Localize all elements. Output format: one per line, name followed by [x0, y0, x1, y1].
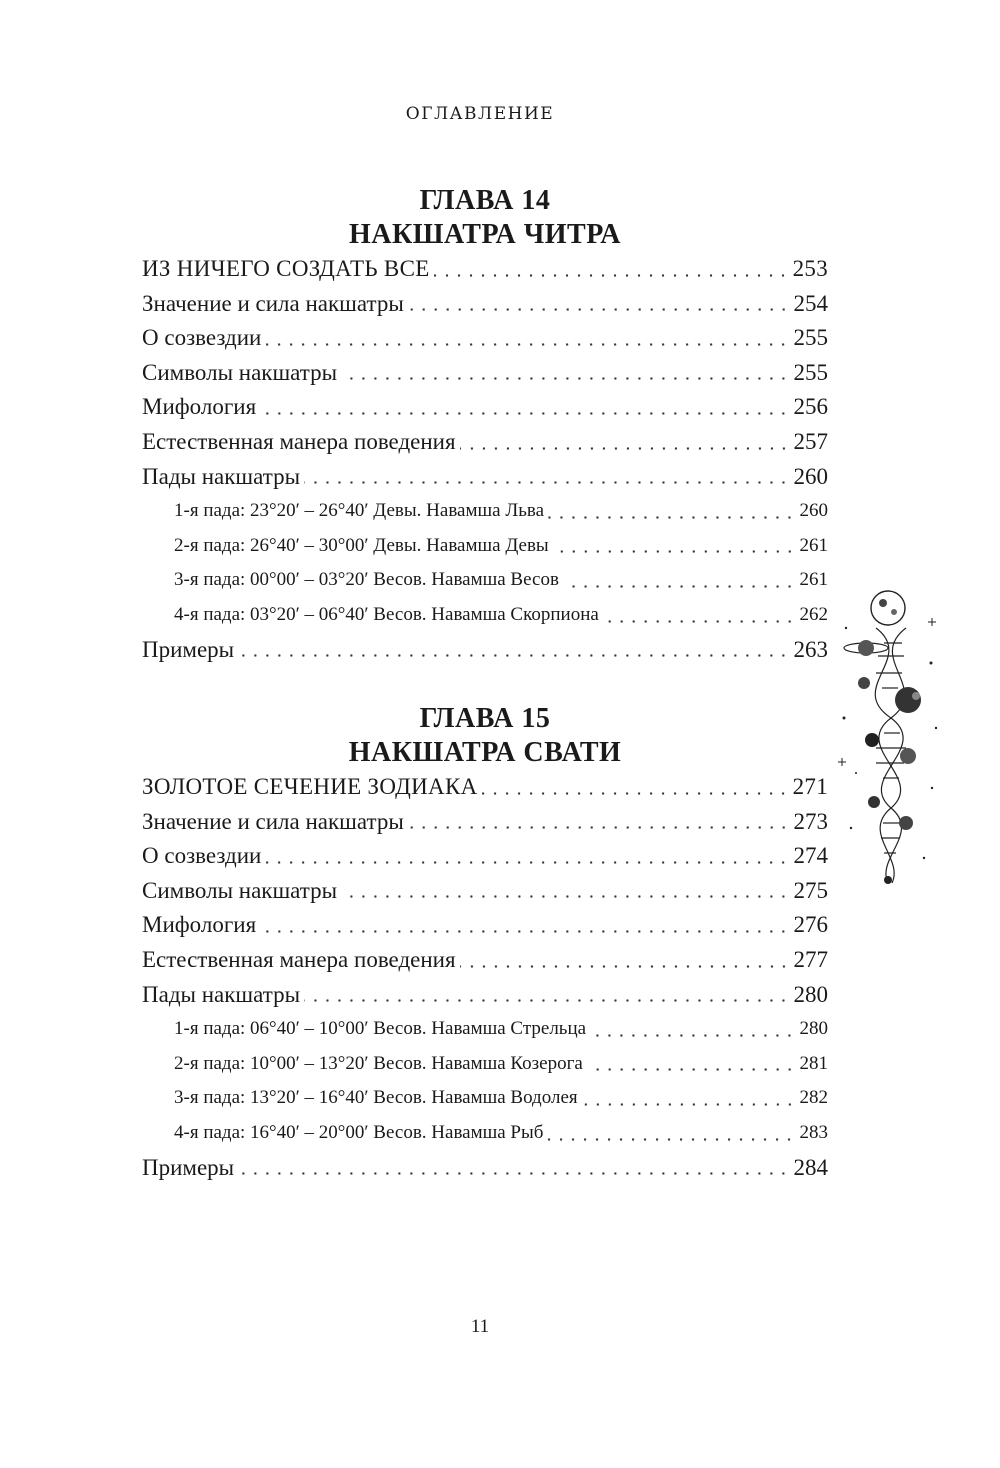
dot-leader — [603, 620, 796, 623]
toc-entry[interactable] — [142, 390, 828, 425]
dot-leader — [304, 999, 789, 1002]
toc-entry-label: Пады накшатры — [142, 981, 301, 1007]
toc-entry-page: 274 — [793, 843, 828, 869]
dot-leader — [265, 343, 789, 346]
toc-entry[interactable] — [142, 805, 828, 840]
toc-entry-page: 256 — [793, 394, 828, 420]
toc-entry[interactable] — [142, 252, 828, 287]
toc-entry-label: Естественная манера поведения — [142, 946, 456, 972]
toc-entry-page: 276 — [793, 912, 828, 938]
toc-entry-label: 2-я пада: 10°00′ – 13°20′ Весов. Навамша Козерога — [174, 1052, 583, 1074]
toc-entry-label: ЗОЛОТОЕ СЕЧЕНИЕ ЗОДИАКА — [142, 774, 478, 799]
toc-entry-page: 263 — [793, 636, 828, 662]
chapter-14 — [142, 184, 828, 667]
dot-leader — [341, 377, 789, 380]
dot-leader — [341, 895, 789, 898]
toc-entry-label: 2-я пада: 26°40′ – 30°00′ Девы. Навамша Девы — [174, 534, 549, 556]
toc-entry-page: 261 — [799, 534, 828, 556]
toc-entry-label: Мифология — [142, 394, 257, 420]
toc-entry-label: ИЗ НИЧЕГО СОЗДАТЬ ВСЕ — [142, 256, 430, 281]
toc-entry-label: Значение и сила накшатры — [142, 290, 404, 316]
toc-entry-page: 281 — [799, 1052, 828, 1074]
dot-leader — [460, 447, 790, 450]
dot-leader — [304, 481, 789, 484]
toc-subentry[interactable] — [142, 1116, 828, 1151]
toc-entry-page: 280 — [799, 1018, 828, 1040]
dot-leader — [434, 274, 789, 277]
dot-leader — [260, 412, 789, 415]
chapter-number: ГЛАВА 15 — [419, 703, 551, 734]
toc-entry-label: Значение и сила накшатры — [142, 808, 404, 834]
toc-entry-page: 260 — [799, 500, 828, 522]
dot-leader — [265, 861, 789, 864]
toc-subentry[interactable] — [142, 1012, 828, 1047]
toc-subentry[interactable] — [142, 563, 828, 598]
dna-planets-ornament-icon — [836, 588, 946, 890]
toc-subentry[interactable] — [142, 529, 828, 564]
toc-entry-label: О созвездии — [142, 325, 262, 351]
toc-entry-page: 253 — [792, 256, 828, 281]
dot-leader — [590, 1034, 795, 1037]
dot-leader — [408, 308, 790, 311]
toc-entry-label: 3-я пада: 13°20′ – 16°40′ Весов. Навамша Водолея — [174, 1087, 578, 1109]
toc-entry-page: 260 — [793, 463, 828, 489]
toc-entry[interactable] — [142, 908, 828, 943]
toc-entry[interactable] — [142, 770, 828, 805]
dot-leader — [238, 1172, 789, 1175]
toc-subentry[interactable] — [142, 1047, 828, 1082]
toc-entry-page: 255 — [793, 359, 828, 385]
toc-entry[interactable] — [142, 1151, 828, 1186]
toc-entry-page: 282 — [799, 1087, 828, 1109]
toc-entry-page: 275 — [793, 877, 828, 903]
toc-entry-label: 4-я пада: 03°20′ – 06°40′ Весов. Навамша Скорпиона — [174, 603, 599, 625]
toc-entry-page: 273 — [793, 808, 828, 834]
toc-entry-label: Естественная манера поведения — [142, 428, 456, 454]
toc-entry[interactable] — [142, 978, 828, 1013]
chapter-title: НАКШАТРА ЧИТРА — [349, 219, 621, 250]
dot-leader — [482, 792, 789, 795]
running-head: ОГЛАВЛЕНИЕ — [405, 104, 555, 124]
toc-entry-label: 3-я пада: 00°00′ – 03°20′ Весов. Навамша Весов — [174, 569, 559, 591]
dot-leader — [460, 965, 790, 968]
toc-subentry[interactable] — [142, 598, 828, 633]
toc-entry[interactable] — [142, 287, 828, 322]
toc-entry-label: 1-я пада: 06°40′ – 10°00′ Весов. Навамша Стрельца — [174, 1018, 587, 1040]
toc-entry-label: Примеры — [142, 1154, 235, 1180]
toc-entry-page: 283 — [799, 1121, 828, 1143]
toc-entry[interactable] — [142, 874, 828, 909]
toc-entry[interactable] — [142, 425, 828, 460]
page-number: 11 — [470, 1316, 490, 1337]
toc-entry[interactable] — [142, 356, 828, 391]
dot-leader — [548, 516, 795, 519]
toc-entry-page: 262 — [799, 603, 828, 625]
toc-subentry[interactable] — [142, 1081, 828, 1116]
toc-entry-label: Пады накшатры — [142, 463, 301, 489]
toc-entry[interactable] — [142, 943, 828, 978]
toc-entry-page: 255 — [793, 325, 828, 351]
toc-entry-page: 261 — [799, 569, 828, 591]
toc-entry-page: 280 — [793, 981, 828, 1007]
dot-leader — [563, 585, 796, 588]
toc-entry-label: 1-я пада: 23°20′ – 26°40′ Девы. Навамша Льва — [174, 500, 545, 522]
chapter-number: ГЛАВА 14 — [419, 185, 551, 216]
toc-entry[interactable] — [142, 633, 828, 668]
dot-leader — [582, 1103, 796, 1106]
dot-leader — [260, 930, 789, 933]
toc-entry-label: Символы накшатры — [142, 359, 338, 385]
toc-entry[interactable] — [142, 839, 828, 874]
toc-entry-label: Символы накшатры — [142, 877, 338, 903]
dot-leader — [408, 826, 790, 829]
toc-entry-label: О созвездии — [142, 843, 262, 869]
toc-entry-page: 257 — [793, 428, 828, 454]
toc-entry-page: 271 — [792, 774, 828, 799]
dot-leader — [587, 1068, 796, 1071]
chapter-title: НАКШАТРА СВАТИ — [348, 737, 622, 768]
toc-entry[interactable] — [142, 321, 828, 356]
toc-entry-label: Мифология — [142, 912, 257, 938]
toc-entry-label: 4-я пада: 16°40′ – 20°00′ Весов. Навамша Рыб — [174, 1121, 544, 1143]
toc-entry-label: Примеры — [142, 636, 235, 662]
chapter-15 — [142, 702, 828, 1185]
toc-entry-page: 284 — [793, 1154, 828, 1180]
toc-entry-page: 277 — [793, 946, 828, 972]
toc-subentry[interactable] — [142, 494, 828, 529]
dot-leader — [547, 1138, 795, 1141]
dot-leader — [553, 550, 796, 553]
toc-entry-page: 254 — [793, 290, 828, 316]
toc-entry[interactable] — [142, 460, 828, 495]
dot-leader — [238, 654, 789, 657]
